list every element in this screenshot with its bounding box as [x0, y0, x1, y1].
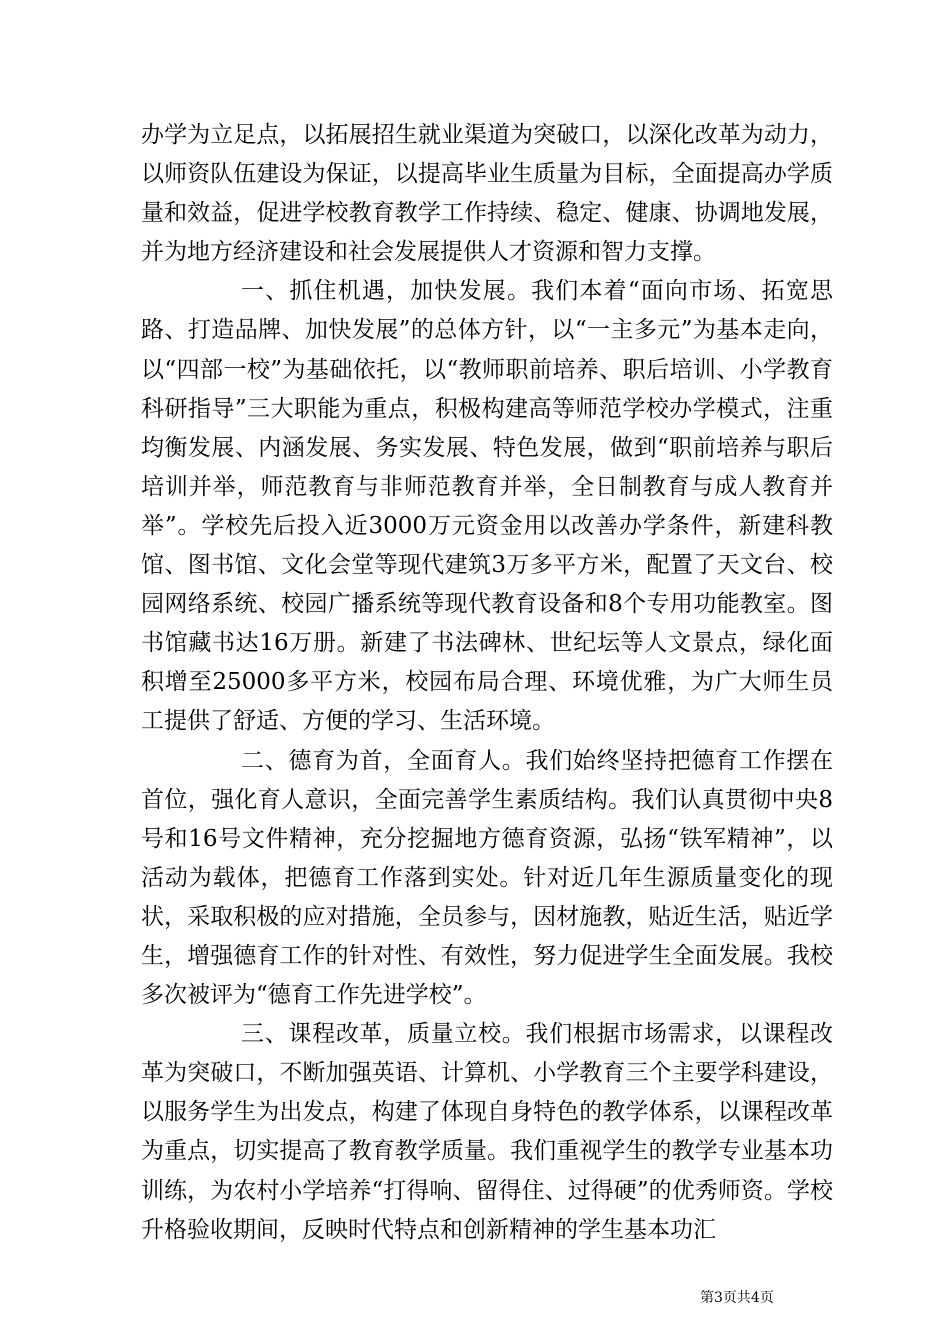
paragraph-section-two: 二、德育为首，全面育人。我们始终坚持把德育工作摆在首位，强化育人意识，全面完善学生素质结构。我们认真贯彻中央8号和16号文件精神，充分挖掘地方德育资源，弘扬“铁军精神”，以活动为载体，把德育工作落到实处。针对近几年生源质量变化的现状，采取积极的应对措施，全员参与，因材施教，贴近生活，贴近学生，增强德育工作的针对性、有效性，努力促进学生全面发展。我校多次被评为“德育工作先进学校”。 — [141, 747, 833, 1009]
paragraph-section-one: 一、抓住机遇，加快发展。我们本着“面向市场、拓宽思路、打造品牌、加快发展”的总体方针，以“一主多元”为基本走向，以“四部一校”为基础依托，以“教师职前培养、职后培训、小学教育科研指导”三大职能为重点，积极构建高等师范学校办学模式，注重均衡发展、内涵发展、务实发展、特色发展，做到“职前培养与职后培训并举，师范教育与非师范教育并举，全日制教育与成人教育并举”。学校先后投入近3000万元资金用以改善办学条件，新建科教馆、图书馆、文化会堂等现代建筑3万多平方米，配置了天文台、校园网络系统、校园广播系统等现代教育设备和8个专用功能教室。图书馆藏书达16万册。新建了书法碑林、世纪坛等人文景点，绿化面积增至25000多平方米，校园布局合理、环境优雅，为广大师生员工提供了舒适、方便的学习、生活环境。 — [141, 278, 833, 735]
page-number-footer: 第3页共4页 — [700, 1290, 774, 1306]
paragraph-section-three: 三、课程改革，质量立校。我们根据市场需求，以课程改革为突破口，不断加强英语、计算机、小学教育三个主要学科建设，以服务学生为出发点，构建了体现自身特色的教学体系，以课程改革为重点，切实提高了教育教学质量。我们重视学生的教学专业基本功训练，为农村小学培养“打得响、留得住、过得硬”的优秀师资。学校升格验收期间，反映时代特点和创新精神的学生基本功汇 — [141, 1021, 833, 1243]
paragraph-continuation: 办学为立足点，以拓展招生就业渠道为突破口，以深化改革为动力，以师资队伍建设为保证，以提高毕业生质量为目标，全面提高办学质量和效益，促进学校教育教学工作持续、稳定、健康、协调地发展，并为地方经济建设和社会发展提供人才资源和智力支撑。 — [141, 122, 833, 266]
body-text — [141, 116, 833, 1250]
